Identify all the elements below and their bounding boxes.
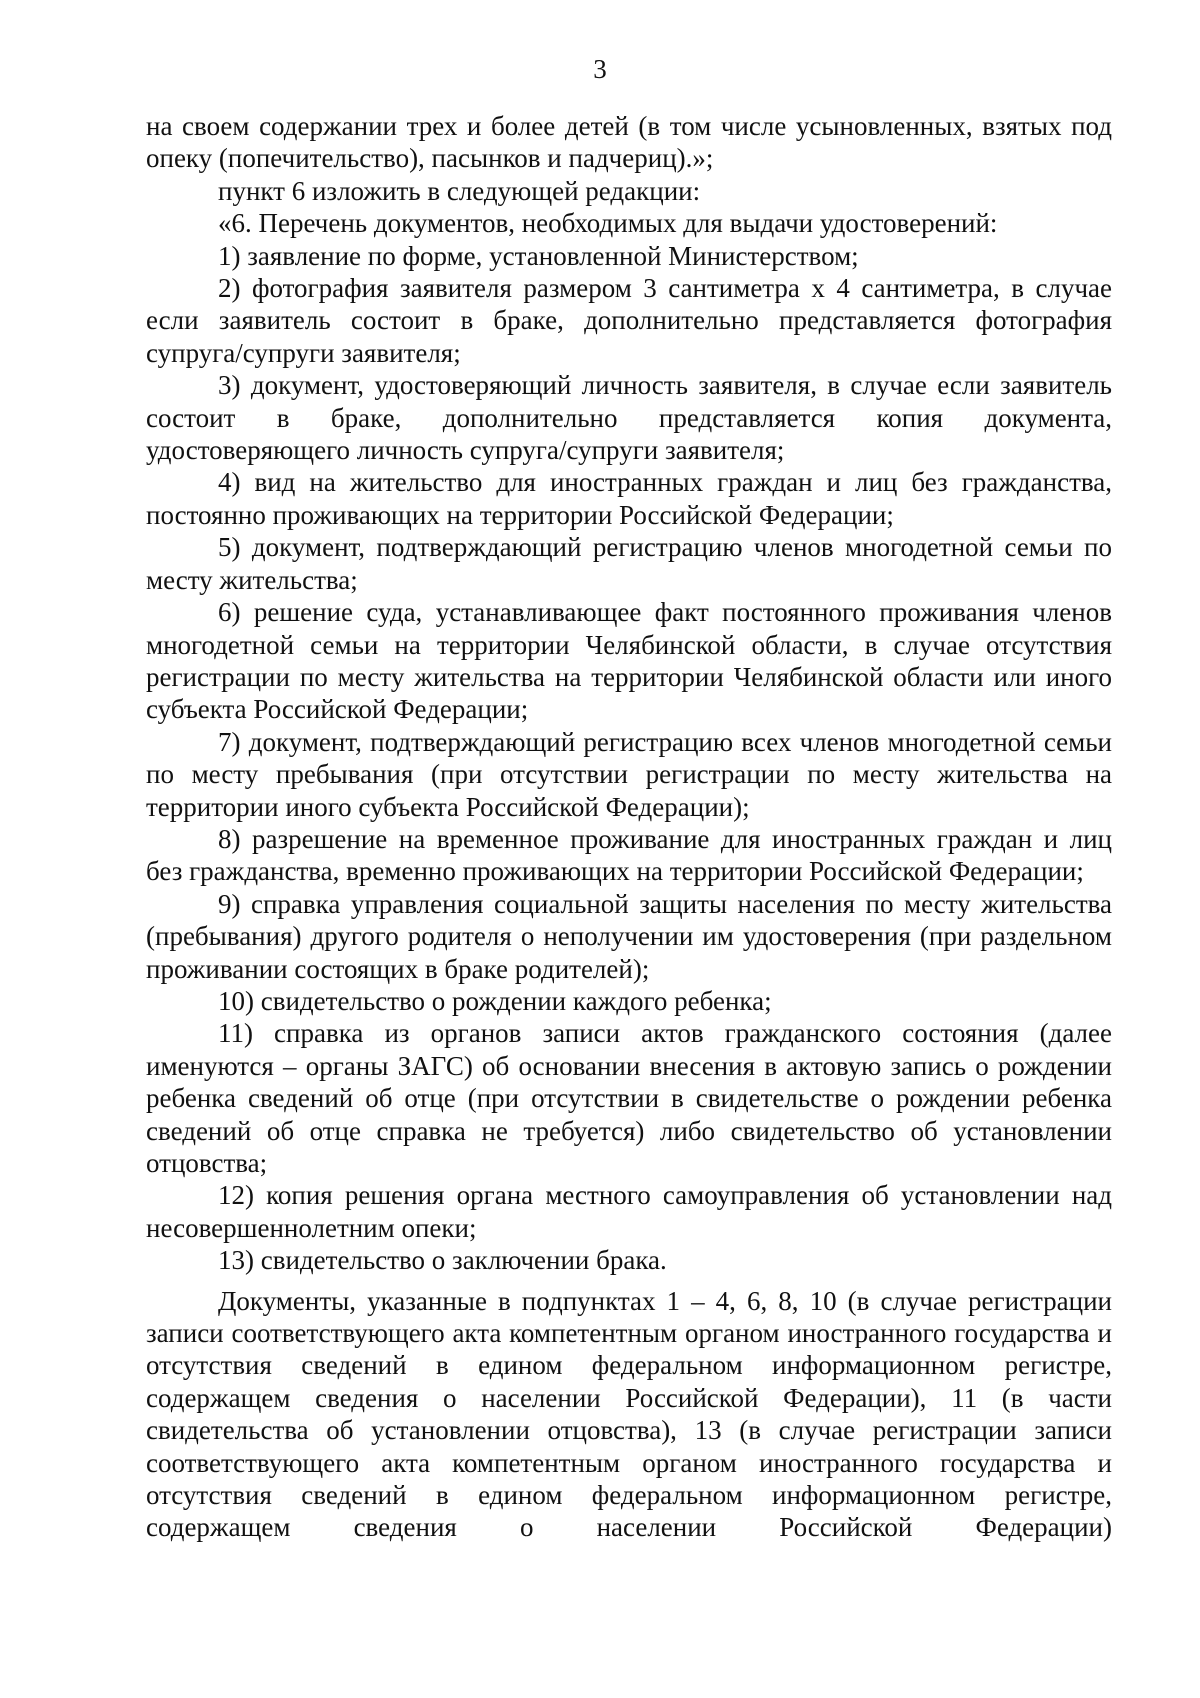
list-item: 9) справка управления социальной защиты населения по месту жительства (пребывания) другого родителя о неполучении им удостоверения (при раздельном проживании состоящих в браке родителей);: [146, 888, 1112, 984]
paragraph-documents: Документы, указанные в подпунктах 1 – 4, 6, 8, 10 (в случае регистрации записи соответствующего акта компетентным органом иностранного государства и отсутствия сведений в едином федеральном информационном регистре, содержащем сведения о населении Российской Федерации), 11 (в части свидетельства об установлении отцовства), 13 (в случае регистрации записи соответствующего акта компетентным органом иностранного государства и отсутствия сведений в едином федеральном информационном регистре, содержащем сведения о населении Российской Федерации): [146, 1285, 1112, 1543]
page-number: 3: [593, 54, 607, 84]
list-item: 1) заявление по форме, установленной Министерством;: [218, 240, 859, 271]
list-item: 12) копия решения органа местного самоуправления об установлении над несовершеннолетним опеки;: [146, 1180, 1112, 1243]
list-item: 5) документ, подтверждающий регистрацию членов многодетной семьи по месту жительства;: [146, 532, 1112, 595]
list-item: 6) решение суда, устанавливающее факт постоянного проживания членов многодетной семьи на территории Челябинской области, в случае отсутствия регистрации по месту жительства на территории Челябинской области или иного субъекта Российской Федерации;: [146, 597, 1112, 725]
document-body: [146, 110, 1112, 1544]
list-item: 4) вид на жительство для иностранных граждан и лиц без гражданства, постоянно проживающих на территории Российской Федерации;: [146, 467, 1112, 530]
paragraph-list-heading: «6. Перечень документов, необходимых для выдачи удостоверений:: [218, 208, 998, 239]
list-item: 8) разрешение на временное проживание для иностранных граждан и лиц без гражданства, временно проживающих на территории Российской Федерации;: [146, 823, 1112, 887]
list-item: 2) фотография заявителя размером 3 сантиметра х 4 сантиметра, в случае если заявитель состоит в браке, дополнительно представляется фотография супруга/супруги заявителя;: [146, 273, 1112, 368]
list-item: 13) свидетельство о заключении брака.: [218, 1245, 667, 1276]
list-item: 11) справка из органов записи актов гражданского состояния (далее именуются – органы ЗАГС) об основании внесения в актовую запись о рождении ребенка сведений об отце (при отсутствии в свидетельстве о рождении ребенка сведений об отце справка не требуется) либо свидетельство об установлении отцовства;: [146, 1018, 1112, 1178]
paragraph-instruction: пункт 6 изложить в следующей редакции:: [218, 175, 701, 206]
paragraph-continuation: на своем содержании трех и более детей (в том числе усыновленных, взятых под опеку (попечительство), пасынков и падчериц).»;: [146, 111, 1112, 174]
list-item: 3) документ, удостоверяющий личность заявителя, в случае если заявитель состоит в браке, дополнительно представляется копия документа, удостоверяющего личность супруга/супруги заявителя;: [146, 370, 1112, 466]
list-item: 10) свидетельство о рождении каждого ребенка;: [218, 985, 772, 1016]
list-item: 7) документ, подтверждающий регистрацию всех членов многодетной семьи по месту пребывания (при отсутствии регистрации по месту жительства на территории иного субъекта Российской Федерации);: [146, 726, 1112, 822]
